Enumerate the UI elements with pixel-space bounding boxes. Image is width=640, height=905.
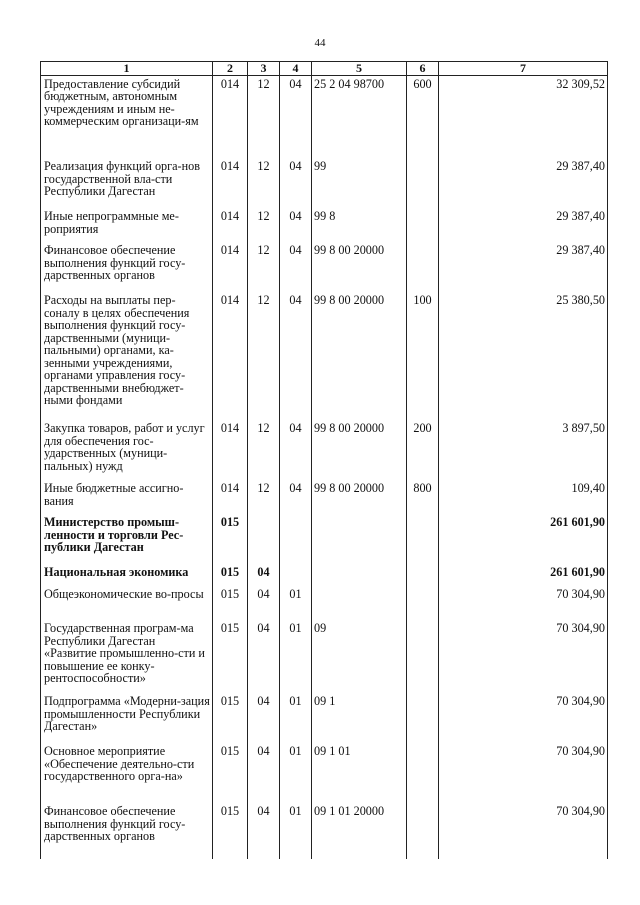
- budget-table: [40, 61, 608, 859]
- cell-ministry-code: 015: [213, 564, 248, 586]
- cell-subsection: 04: [280, 242, 312, 292]
- cell-name: Иные непрограммные ме-роприятия: [41, 208, 213, 242]
- cell-subsection: 04: [280, 292, 312, 420]
- cell-expense-type: [407, 620, 439, 693]
- cell-amount: 32 309,52: [439, 75, 608, 158]
- column-header: 6: [407, 62, 439, 76]
- cell-ministry-code: 014: [213, 420, 248, 480]
- cell-expense-type: 200: [407, 420, 439, 480]
- table-row: [41, 693, 608, 743]
- cell-name: Национальная экономика: [41, 564, 213, 586]
- cell-amount: 261 601,90: [439, 514, 608, 564]
- cell-amount: 70 304,90: [439, 743, 608, 803]
- cell-section: 04: [248, 803, 280, 859]
- column-header: 2: [213, 62, 248, 76]
- cell-ministry-code: 015: [213, 514, 248, 564]
- cell-subsection: 01: [280, 620, 312, 693]
- table-row: [41, 158, 608, 208]
- cell-amount: 70 304,90: [439, 620, 608, 693]
- cell-name: Государственная програм-ма Республики Дагестан «Развитие промышленно-сти и повышение ее конку-рентоспособности»: [41, 620, 213, 693]
- cell-amount: 70 304,90: [439, 693, 608, 743]
- column-header: 4: [280, 62, 312, 76]
- cell-subsection: 04: [280, 208, 312, 242]
- cell-ministry-code: 015: [213, 620, 248, 693]
- table-row: [41, 586, 608, 620]
- cell-name: Закупка товаров, работ и услуг для обеспечения гос-ударственных (муници-пальных) нужд: [41, 420, 213, 480]
- cell-amount: 25 380,50: [439, 292, 608, 420]
- cell-section: 04: [248, 586, 280, 620]
- cell-name: Основное мероприятие «Обеспечение деятельно-сти государственного орга-на»: [41, 743, 213, 803]
- cell-name: Предоставление субсидий бюджетным, автономным учреждениям и иным не-коммерческим организаци-ям: [41, 75, 213, 158]
- cell-amount: 29 387,40: [439, 208, 608, 242]
- cell-expense-type: [407, 208, 439, 242]
- cell-subsection: [280, 564, 312, 586]
- cell-expense-type: 100: [407, 292, 439, 420]
- table-row: [41, 480, 608, 514]
- cell-name: Иные бюджетные ассигно-вания: [41, 480, 213, 514]
- cell-subsection: 04: [280, 75, 312, 158]
- cell-target-article: 09 1 01 20000: [312, 803, 407, 859]
- page-number: 44: [314, 37, 326, 49]
- table-row: [41, 242, 608, 292]
- cell-amount: 29 387,40: [439, 158, 608, 208]
- cell-target-article: 99 8 00 20000: [312, 420, 407, 480]
- cell-section: 12: [248, 75, 280, 158]
- cell-expense-type: [407, 693, 439, 743]
- cell-target-article: 99 8 00 20000: [312, 242, 407, 292]
- cell-subsection: 01: [280, 693, 312, 743]
- cell-section: 12: [248, 242, 280, 292]
- cell-name: Расходы на выплаты пер-соналу в целях обеспечения выполнения функций госу-дарственными (муници-пальными) органами, ка-зенными учреждениями, органами управления госу-дарственными внебюджет-ными фондами: [41, 292, 213, 420]
- cell-expense-type: [407, 158, 439, 208]
- cell-target-article: 99 8 00 20000: [312, 292, 407, 420]
- cell-subsection: 01: [280, 803, 312, 859]
- cell-ministry-code: 014: [213, 75, 248, 158]
- cell-target-article: [312, 586, 407, 620]
- cell-target-article: [312, 514, 407, 564]
- cell-section: 12: [248, 158, 280, 208]
- column-header: 7: [439, 62, 608, 76]
- cell-subsection: 04: [280, 420, 312, 480]
- cell-ministry-code: 015: [213, 803, 248, 859]
- cell-subsection: 01: [280, 743, 312, 803]
- cell-target-article: 99 8: [312, 208, 407, 242]
- table-row: [41, 803, 608, 859]
- cell-expense-type: [407, 743, 439, 803]
- cell-expense-type: 800: [407, 480, 439, 514]
- cell-target-article: 09: [312, 620, 407, 693]
- cell-amount: 261 601,90: [439, 564, 608, 586]
- column-header: 5: [312, 62, 407, 76]
- cell-expense-type: [407, 242, 439, 292]
- cell-name: Финансовое обеспечение выполнения функций госу-дарственных органов: [41, 803, 213, 859]
- cell-ministry-code: 015: [213, 693, 248, 743]
- cell-name: Общеэкономические во-просы: [41, 586, 213, 620]
- table-row: [41, 75, 608, 158]
- cell-section: 12: [248, 420, 280, 480]
- cell-amount: 70 304,90: [439, 803, 608, 859]
- cell-target-article: 25 2 04 98700: [312, 75, 407, 158]
- cell-expense-type: [407, 564, 439, 586]
- table-row: [41, 564, 608, 586]
- cell-name: Министерство промыш-ленности и торговли Рес-публики Дагестан: [41, 514, 213, 564]
- cell-section: 12: [248, 208, 280, 242]
- cell-ministry-code: 015: [213, 743, 248, 803]
- cell-target-article: 09 1 01: [312, 743, 407, 803]
- column-header: 1: [41, 62, 213, 76]
- table-header-row: [41, 62, 608, 76]
- cell-expense-type: [407, 803, 439, 859]
- column-header: 3: [248, 62, 280, 76]
- cell-name: Реализация функций орга-нов государственной вла-сти Республики Дагестан: [41, 158, 213, 208]
- cell-section: [248, 514, 280, 564]
- cell-target-article: [312, 564, 407, 586]
- cell-target-article: 99 8 00 20000: [312, 480, 407, 514]
- table-row: [41, 292, 608, 420]
- cell-ministry-code: 014: [213, 292, 248, 420]
- cell-expense-type: 600: [407, 75, 439, 158]
- table-row: [41, 420, 608, 480]
- cell-ministry-code: 014: [213, 208, 248, 242]
- cell-section: 04: [248, 693, 280, 743]
- cell-ministry-code: 014: [213, 480, 248, 514]
- cell-subsection: 01: [280, 586, 312, 620]
- table-row: [41, 743, 608, 803]
- table-row: [41, 620, 608, 693]
- cell-amount: 109,40: [439, 480, 608, 514]
- cell-expense-type: [407, 586, 439, 620]
- cell-section: 12: [248, 480, 280, 514]
- cell-amount: 3 897,50: [439, 420, 608, 480]
- cell-ministry-code: 015: [213, 586, 248, 620]
- cell-target-article: 99: [312, 158, 407, 208]
- cell-amount: 70 304,90: [439, 586, 608, 620]
- cell-expense-type: [407, 514, 439, 564]
- cell-section: 04: [248, 743, 280, 803]
- cell-name: Подпрограмма «Модерни-зация промышленности Республики Дагестан»: [41, 693, 213, 743]
- cell-amount: 29 387,40: [439, 242, 608, 292]
- table-row: [41, 514, 608, 564]
- cell-subsection: 04: [280, 158, 312, 208]
- cell-section: 04: [248, 564, 280, 586]
- cell-section: 12: [248, 292, 280, 420]
- cell-ministry-code: 014: [213, 158, 248, 208]
- cell-name: Финансовое обеспечение выполнения функций госу-дарственных органов: [41, 242, 213, 292]
- cell-target-article: 09 1: [312, 693, 407, 743]
- cell-section: 04: [248, 620, 280, 693]
- cell-subsection: [280, 514, 312, 564]
- cell-subsection: 04: [280, 480, 312, 514]
- cell-ministry-code: 014: [213, 242, 248, 292]
- table-row: [41, 208, 608, 242]
